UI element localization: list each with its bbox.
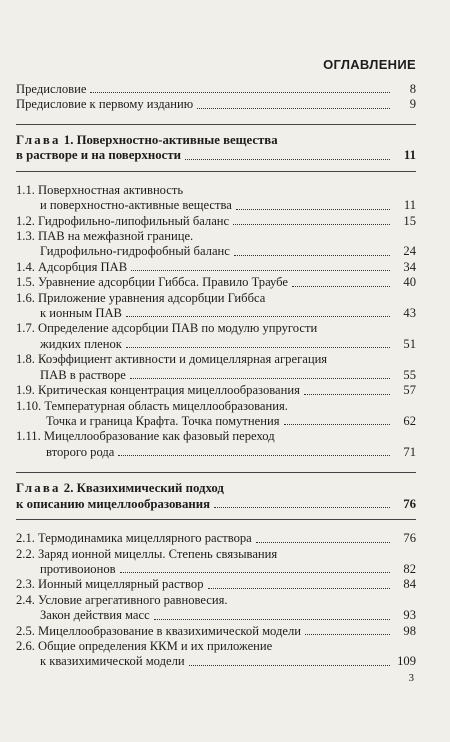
toc-entry-preface[interactable] [16, 82, 416, 97]
entry-number: 1.3. [16, 229, 35, 244]
page-title: ОГЛАВЛЕНИЕ [323, 57, 416, 72]
chapter-prefix: Глава [16, 132, 61, 147]
leader-dots [185, 159, 390, 160]
entry-title: Точка и граница Крафта. Точка помутнения [46, 413, 280, 428]
chapter-prefix: Глава [16, 481, 61, 496]
page-number: 62 [403, 413, 416, 428]
toc-entry[interactable] [16, 593, 416, 624]
entry-number: 2.1. [16, 531, 35, 546]
page-number: 8 [409, 82, 416, 96]
entry-number: 1.11. [16, 429, 41, 444]
entry-number: 2.4. [16, 592, 35, 607]
entry-title: Критическая концентрация мицеллообразования [38, 383, 300, 398]
page-number: 82 [403, 561, 416, 576]
leader-dots [126, 347, 390, 348]
toc-entry[interactable] [16, 639, 416, 670]
leader-dots [214, 507, 390, 508]
chapter-title-line: 1. Поверхностно-активные вещества [63, 132, 278, 147]
leader-dots [233, 224, 390, 225]
toc-entry[interactable] [16, 275, 416, 290]
entry-number: 2.3. [16, 577, 35, 592]
entry-title: к ионным ПАВ [40, 306, 122, 321]
page-number: 76 [403, 531, 416, 546]
entry-title: Гидрофильно-гидрофобный баланс [40, 244, 230, 259]
page-number: 98 [403, 623, 416, 638]
toc-entry[interactable] [16, 624, 416, 639]
entry-title: Ионный мицеллярный раствор [38, 577, 204, 592]
entry-title: Закон действия масс [40, 608, 150, 623]
toc-entry[interactable] [16, 291, 416, 322]
page-number: 11 [403, 198, 416, 213]
leader-dots [197, 108, 390, 109]
entry-title: Определение адсорбции ПАВ по модулю упругости [38, 321, 318, 336]
leader-dots [189, 665, 390, 666]
chapter-title-line: в растворе и на поверхности [16, 148, 182, 163]
toc-entry[interactable] [16, 183, 416, 214]
entry-number: 1.6. [16, 290, 35, 305]
leader-dots [90, 92, 390, 93]
divider [16, 124, 416, 125]
toc-entry[interactable] [16, 383, 416, 398]
leader-dots [236, 209, 390, 210]
divider [16, 171, 416, 172]
entry-title: ПАВ на межфазной границе. [38, 229, 194, 244]
toc-entry-preface-first-edition[interactable] [16, 97, 416, 112]
table-of-contents [16, 82, 416, 670]
leader-dots [304, 394, 390, 395]
entry-number: 1.1. [16, 182, 35, 197]
entry-title: Мицеллообразование как фазовый переход [43, 429, 275, 444]
entry-number: 1.10. [16, 398, 42, 413]
entry-title: ПАВ в растворе [40, 367, 126, 382]
page-number: 71 [403, 444, 416, 459]
entry-title: Коэффициент активности и домицеллярная агрегация [38, 352, 328, 367]
page-number-footer: 3 [408, 672, 414, 684]
page-number: 84 [403, 577, 416, 592]
page-number: 24 [403, 244, 416, 259]
entry-title: жидких пленок [40, 336, 122, 351]
page-number: 57 [403, 383, 416, 398]
entry-title: Температурная область мицеллообразования. [44, 398, 288, 413]
chapter-title-line: к описанию мицеллообразования [16, 496, 211, 511]
leader-dots [120, 572, 390, 573]
page-number: 34 [403, 259, 416, 274]
entry-title: Термодинамика мицеллярного раствора [38, 531, 252, 546]
entry-number: 1.5. [16, 275, 35, 290]
leader-dots [154, 619, 390, 620]
chapter-heading[interactable] [16, 481, 416, 512]
leader-dots [208, 588, 391, 589]
toc-entry[interactable] [16, 260, 416, 275]
entry-number: 1.9. [16, 383, 35, 398]
entry-title: второго рода [46, 444, 115, 459]
entry-title: Общие определения ККМ и их приложение [38, 638, 273, 653]
leader-dots [131, 270, 390, 271]
entry-number: 1.7. [16, 321, 35, 336]
entry-number: 1.4. [16, 259, 35, 274]
entry-title: к квазихимической модели [40, 654, 185, 669]
toc-entry[interactable] [16, 429, 416, 460]
toc-entry[interactable] [16, 229, 416, 260]
leader-dots [256, 542, 390, 543]
page-number: 15 [403, 213, 416, 228]
entry-number: 2.6. [16, 638, 35, 653]
entry-number: 1.2. [16, 213, 35, 228]
page-number: 55 [403, 367, 416, 382]
chapter-title-line: 2. Квазихимический подход [63, 481, 224, 496]
page-number: 76 [403, 496, 416, 511]
entry-number: 1.8. [16, 352, 35, 367]
divider [16, 519, 416, 520]
entry-title: Уравнение адсорбции Гиббса. Правило Траубе [38, 275, 288, 290]
toc-entry[interactable] [16, 321, 416, 352]
entry-title: Приложение уравнения адсорбции Гиббса [38, 290, 266, 305]
entry-number: 2.2. [16, 546, 35, 561]
leader-dots [284, 424, 391, 425]
entry-title: противоионов [40, 561, 116, 576]
leader-dots [234, 255, 390, 256]
entry-title: Заряд ионной мицеллы. Степень связывания [38, 546, 278, 561]
entry-title: Предисловие [16, 82, 87, 96]
entry-title: Предисловие к первому изданию [16, 97, 194, 112]
page-number: 51 [403, 336, 416, 351]
toc-entry[interactable] [16, 399, 416, 430]
toc-entry[interactable] [16, 531, 416, 546]
leader-dots [126, 316, 390, 317]
leader-dots [130, 378, 390, 379]
leader-dots [305, 634, 390, 635]
toc-entry[interactable] [16, 352, 416, 383]
toc-entry[interactable] [16, 547, 416, 578]
entry-number: 2.5. [16, 623, 35, 638]
entry-title: Адсорбция ПАВ [38, 259, 128, 274]
entry-title: Мицеллообразование в квазихимической модели [38, 623, 302, 638]
entry-title: и поверхностно-активные вещества [40, 198, 232, 213]
leader-dots [118, 455, 390, 456]
page-number: 109 [397, 654, 416, 669]
entry-title: Условие агрегативного равновесия. [38, 592, 228, 607]
page-number: 40 [403, 275, 416, 290]
leader-dots [292, 286, 390, 287]
entry-title: Поверхностная активность [38, 182, 184, 197]
toc-entry[interactable] [16, 577, 416, 592]
page-number: 93 [403, 608, 416, 623]
divider [16, 472, 416, 473]
toc-entry[interactable] [16, 214, 416, 229]
page-number: 9 [409, 97, 416, 112]
chapter-heading[interactable] [16, 133, 416, 164]
page-number: 43 [403, 306, 416, 321]
page-number: 11 [403, 148, 416, 163]
entry-title: Гидрофильно-липофильный баланс [38, 213, 230, 228]
